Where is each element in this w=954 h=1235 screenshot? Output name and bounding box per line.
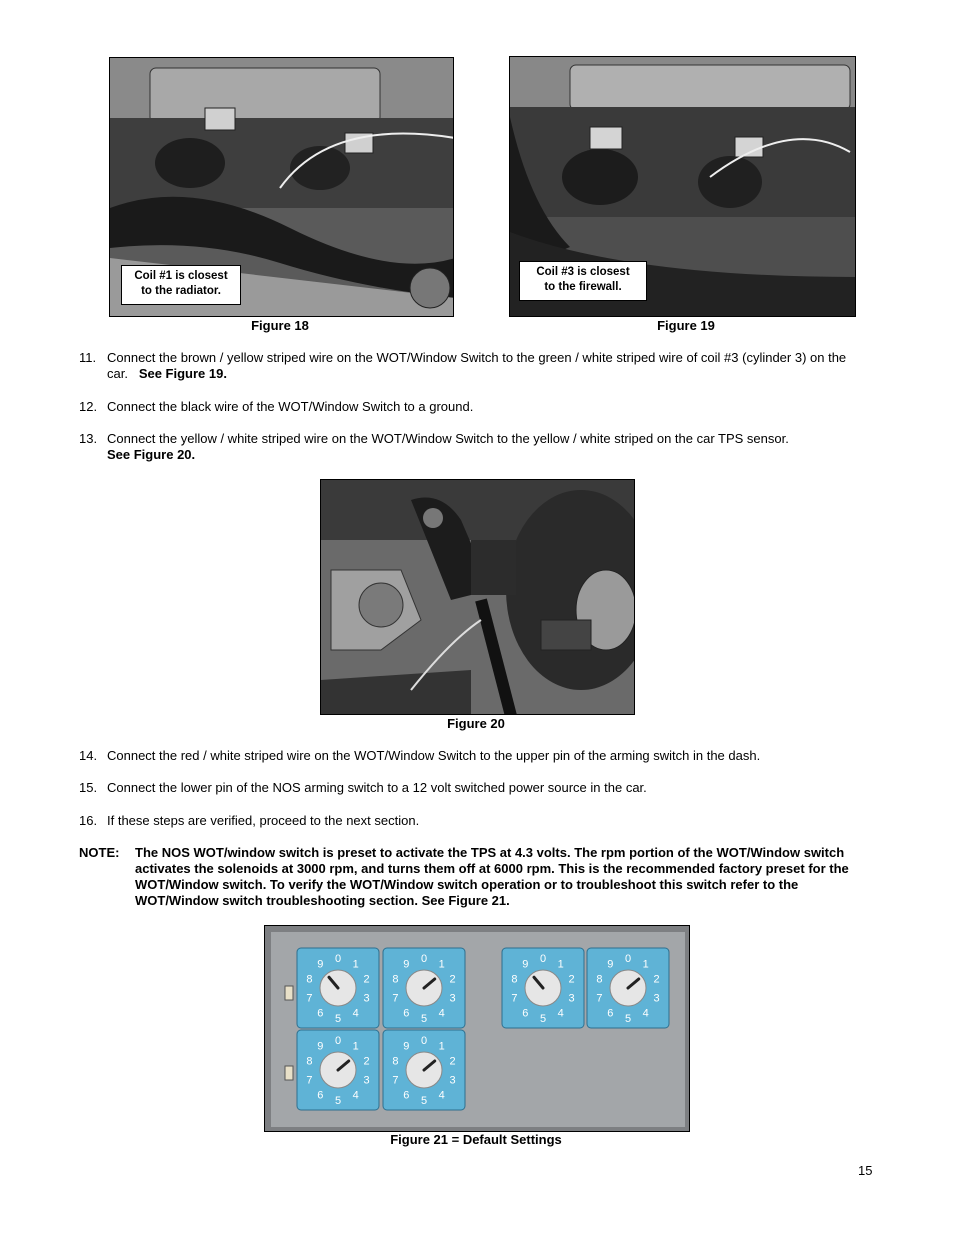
figure-18-caption: Figure 18 [251, 318, 309, 333]
step-text: Connect the red / white striped wire on the WOT/Window Switch to the upper pin of the arming switch in the dash. [107, 748, 761, 763]
step-text: Connect the brown / yellow striped wire on the WOT/Window Switch to the green / white striped wire of coil #3 (cylinder 3) on the car. [107, 350, 847, 381]
dial-digit: 0 [334, 1035, 342, 1047]
dial-digit: 7 [306, 992, 313, 1005]
step-number: 15. [79, 780, 98, 795]
dial-digit: 2 [653, 973, 660, 986]
dial-digit: 5 [334, 1095, 342, 1107]
dial-digit: 0 [420, 953, 428, 965]
dial-digit: 7 [596, 992, 603, 1005]
dial-digit: 4 [438, 1089, 445, 1102]
dial-digit: 5 [334, 1013, 342, 1025]
dial-digit: 4 [642, 1007, 649, 1020]
rotary-dial-3 [502, 948, 584, 1028]
dial-digit: 1 [352, 958, 359, 971]
dial-digit: 8 [392, 1055, 399, 1068]
dial-digit: 6 [607, 1007, 614, 1020]
dial-digit: 3 [363, 992, 370, 1005]
step-number: 16. [79, 813, 98, 828]
dial-digit: 6 [317, 1089, 324, 1102]
figure-18-callout [121, 265, 241, 305]
figure-19-callout [519, 261, 647, 301]
dial-digit: 8 [596, 973, 603, 986]
rotary-dial-6 [383, 1030, 465, 1110]
step-number: 13. [79, 431, 98, 446]
dial-digit: 6 [403, 1089, 410, 1102]
step-text: Connect the black wire of the WOT/Window Switch to a ground. [107, 399, 474, 414]
dial-digit: 2 [449, 973, 456, 986]
dial-digit: 5 [539, 1013, 547, 1025]
step-text: Connect the yellow / white striped wire on the WOT/Window Switch to the yellow / white striped on the car TPS sensor. [107, 431, 789, 446]
callout-line-2: to the firewall. [544, 281, 622, 293]
dial-digit: 8 [392, 973, 399, 986]
dial-digit: 0 [420, 1035, 428, 1047]
dial-digit: 9 [317, 958, 324, 971]
dial-digit: 5 [420, 1013, 428, 1025]
dial-digit: 8 [306, 973, 313, 986]
figure-20-photo [320, 479, 635, 715]
dial-digit: 9 [317, 1040, 324, 1053]
figure-21-caption: Figure 21 = Default Settings [390, 1132, 562, 1147]
callout-line-1: Coil #1 is closest [134, 270, 228, 282]
step-number: 11. [79, 350, 97, 365]
dial-digit: 6 [403, 1007, 410, 1020]
dial-digit: 7 [306, 1074, 313, 1087]
callout-line-2: to the radiator. [141, 285, 221, 297]
rotary-dial-2 [383, 948, 465, 1028]
callout-line-1: Coil #3 is closest [536, 266, 630, 278]
page-number: 15 [858, 1163, 873, 1178]
dial-digit: 7 [392, 992, 399, 1005]
dial-digit: 9 [403, 1040, 410, 1053]
dial-digit: 2 [449, 1055, 456, 1068]
rotary-dial-switches-image [265, 926, 690, 1132]
dial-digit: 5 [420, 1095, 428, 1107]
dial-digit: 4 [557, 1007, 564, 1020]
figure-19-caption: Figure 19 [657, 318, 715, 333]
dial-digit: 7 [511, 992, 518, 1005]
dial-digit: 4 [352, 1007, 359, 1020]
dial-digit: 6 [522, 1007, 529, 1020]
figure-20-caption: Figure 20 [447, 716, 505, 731]
dial-digit: 3 [568, 992, 575, 1005]
dial-digit: 1 [352, 1040, 359, 1053]
dial-digit: 8 [306, 1055, 313, 1068]
dial-digit: 3 [449, 992, 456, 1005]
dial-digit: 9 [607, 958, 614, 971]
dial-digit: 2 [363, 1055, 370, 1068]
figure-reference: See Figure 19. [138, 366, 227, 381]
note-text: The NOS WOT/window switch is preset to activate the TPS at 4.3 volts. The rpm portion of the WOT/Window switch activates the solenoids at 3000 rpm, and turns them off at 6000 rpm. This is the recommended factory preset for the WOT/Window switch. To verify the WOT/Window switch operation or to troubleshoot this switch refer to the WOT/Window switch troubleshooting section. See Figure 21. [135, 845, 849, 908]
step-number: 12. [79, 399, 98, 414]
dial-digit: 1 [642, 958, 649, 971]
dial-digit: 1 [438, 958, 445, 971]
note-label: NOTE: [79, 845, 120, 860]
dial-digit: 1 [557, 958, 564, 971]
figure-reference: See Figure 20. [107, 447, 196, 462]
dial-digit: 5 [624, 1013, 632, 1025]
dial-digit: 8 [511, 973, 518, 986]
dial-digit: 3 [653, 992, 660, 1005]
dial-digit: 9 [522, 958, 529, 971]
dial-digit: 2 [363, 973, 370, 986]
rotary-dial-5 [297, 1030, 379, 1110]
dial-digit: 1 [438, 1040, 445, 1053]
tps-sensor-image [321, 480, 635, 715]
step-text: If these steps are verified, proceed to the next section. [107, 813, 420, 828]
dial-digit: 7 [392, 1074, 399, 1087]
dial-digit: 0 [539, 953, 547, 965]
rotary-dial-4 [587, 948, 669, 1028]
rotary-dial-1 [297, 948, 379, 1028]
dial-digit: 4 [352, 1089, 359, 1102]
step-text: Connect the lower pin of the NOS arming switch to a 12 volt switched power source in the car. [107, 780, 647, 795]
dial-digit: 0 [624, 953, 632, 965]
dial-digit: 9 [403, 958, 410, 971]
dial-digit: 3 [363, 1074, 370, 1087]
dial-digit: 0 [334, 953, 342, 965]
dial-digit: 2 [568, 973, 575, 986]
dial-digit: 4 [438, 1007, 445, 1020]
figure-21-photo [264, 925, 690, 1132]
step-number: 14. [79, 748, 98, 763]
dial-digit: 6 [317, 1007, 324, 1020]
dial-digit: 3 [449, 1074, 456, 1087]
